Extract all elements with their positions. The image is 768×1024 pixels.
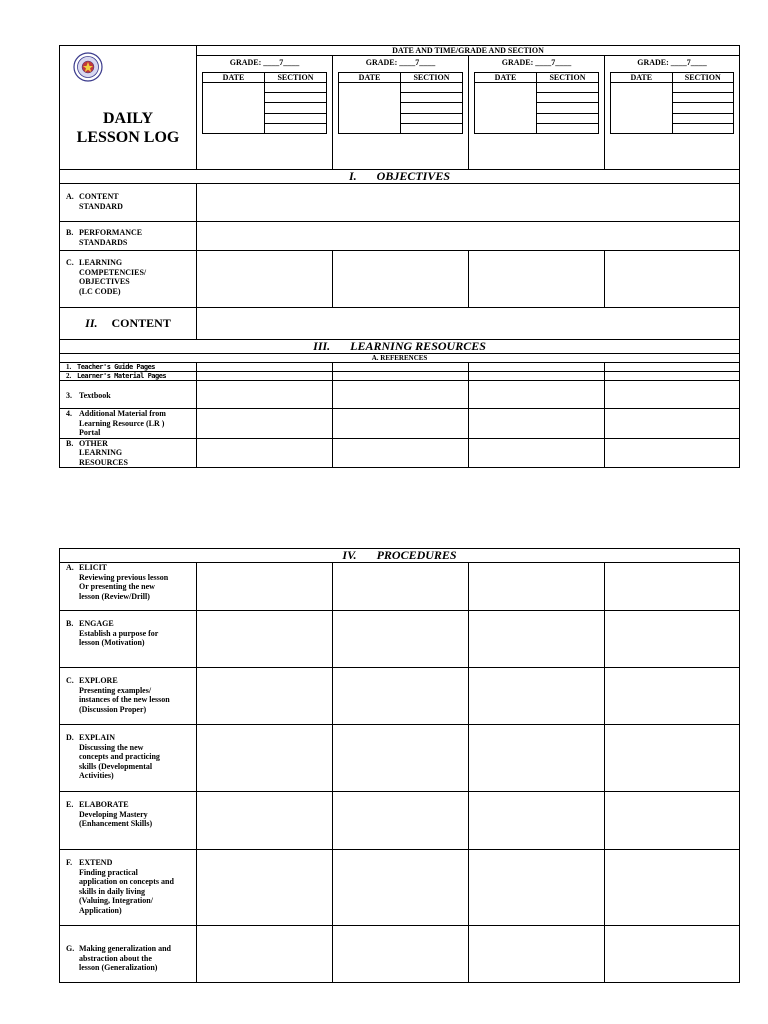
date-section-table <box>338 72 463 135</box>
elaborate-field-2[interactable] <box>333 792 469 850</box>
grade-block-3 <box>469 56 605 170</box>
explain-field-4[interactable] <box>605 725 740 792</box>
engage-field-2[interactable] <box>333 611 469 668</box>
explore-field-1[interactable] <box>197 668 333 725</box>
section-col-header: SECTION <box>265 72 327 83</box>
section-entry[interactable] <box>265 93 327 103</box>
section-col-header: SECTION <box>672 72 734 83</box>
additional-material-field-2[interactable] <box>333 409 469 439</box>
objectives-numeral: I. <box>349 169 357 183</box>
resources-numeral: III. <box>313 339 331 353</box>
learners-material-field-4[interactable] <box>605 372 740 381</box>
section-entry[interactable] <box>537 93 599 103</box>
date-entry-cell[interactable] <box>475 83 537 134</box>
objectives-title: OBJECTIVES <box>376 169 451 183</box>
section-entry[interactable] <box>537 123 599 133</box>
procedures-title: PROCEDURES <box>376 548 457 562</box>
learning-competencies-label: C. LEARNING COMPETENCIES/ OBJECTIVES (LC CODE) <box>60 251 197 308</box>
other-resources-field-4[interactable] <box>605 438 740 468</box>
content-heading <box>60 308 197 340</box>
section-entry[interactable] <box>401 83 463 93</box>
procedure-extend-label: F. EXTEND Finding practical application on concepts and skills in daily living (Valuing, Integration/ Application) <box>60 850 197 926</box>
section-entry[interactable] <box>537 103 599 113</box>
additional-material-field-3[interactable] <box>469 409 605 439</box>
resources-title: LEARNING RESOURCES <box>350 339 486 353</box>
grade-label: GRADE: ____7____ <box>501 58 572 67</box>
date-section-table <box>202 72 327 135</box>
elicit-field-3[interactable] <box>469 563 605 611</box>
elicit-field-2[interactable] <box>333 563 469 611</box>
date-entry-cell[interactable] <box>203 83 265 134</box>
procedure-generalization-label: G. Making generalization and abstraction about the lesson (Generalization) <box>60 926 197 983</box>
objectives-heading <box>60 170 740 184</box>
learners-material-field-1[interactable] <box>197 372 333 381</box>
elaborate-field-1[interactable] <box>197 792 333 850</box>
extend-field-3[interactable] <box>469 850 605 926</box>
teachers-guide-field-4[interactable] <box>605 363 740 372</box>
performance-standards-label: B. PERFORMANCE STANDARDS <box>60 222 197 251</box>
date-col-header: DATE <box>611 72 673 83</box>
teachers-guide-label: 1. Teacher's Guide Pages <box>60 363 197 372</box>
explain-field-2[interactable] <box>333 725 469 792</box>
section-entry[interactable] <box>537 113 599 123</box>
section-entry[interactable] <box>672 93 734 103</box>
other-resources-field-3[interactable] <box>469 438 605 468</box>
competencies-field-3[interactable] <box>469 251 605 308</box>
textbook-field-3[interactable] <box>469 381 605 409</box>
other-resources-label: B. OTHER LEARNING RESOURCES <box>60 438 197 468</box>
section-entry[interactable] <box>672 113 734 123</box>
section-col-header: SECTION <box>537 72 599 83</box>
procedure-explore-label: C. EXPLORE Presenting examples/ instances of the new lesson (Discussion Proper) <box>60 668 197 725</box>
date-section-table <box>474 72 599 135</box>
grade-label: GRADE: ____7____ <box>637 58 707 67</box>
section-entry[interactable] <box>265 113 327 123</box>
extend-field-2[interactable] <box>333 850 469 926</box>
procedure-elicit-label: A. ELICIT Reviewing previous lesson Or presenting the new lesson (Review/Drill) <box>60 563 197 611</box>
grade-label: GRADE: ____7____ <box>365 58 436 67</box>
procedures-heading <box>60 549 740 563</box>
explore-field-3[interactable] <box>469 668 605 725</box>
teachers-guide-field-1[interactable] <box>197 363 333 372</box>
title-line-2: LESSON LOG <box>76 128 180 146</box>
performance-standards-field[interactable] <box>197 222 740 251</box>
procedures-numeral: IV. <box>342 548 357 562</box>
date-section-table <box>610 72 734 135</box>
generalization-field-1[interactable] <box>197 926 333 983</box>
textbook-field-2[interactable] <box>333 381 469 409</box>
title-cell <box>60 46 197 170</box>
elicit-field-4[interactable] <box>605 563 740 611</box>
additional-material-field-1[interactable] <box>197 409 333 439</box>
explain-field-1[interactable] <box>197 725 333 792</box>
references-subheading: A. REFERENCES <box>60 354 740 363</box>
section-entry[interactable] <box>672 83 734 93</box>
additional-material-field-4[interactable] <box>605 409 740 439</box>
section-entry[interactable] <box>401 93 463 103</box>
section-entry[interactable] <box>265 103 327 113</box>
engage-field-4[interactable] <box>605 611 740 668</box>
content-standard-label: A. CONTENT STANDARD <box>60 184 197 222</box>
date-entry-cell[interactable] <box>611 83 673 134</box>
elicit-field-1[interactable] <box>197 563 333 611</box>
learners-material-field-2[interactable] <box>333 372 469 381</box>
content-numeral: II. <box>85 316 98 330</box>
engage-field-1[interactable] <box>197 611 333 668</box>
learning-resources-heading <box>60 340 740 354</box>
section-entry[interactable] <box>265 123 327 133</box>
generalization-field-2[interactable] <box>333 926 469 983</box>
date-col-header: DATE <box>339 72 401 83</box>
extend-field-1[interactable] <box>197 850 333 926</box>
learners-material-field-3[interactable] <box>469 372 605 381</box>
section-entry[interactable] <box>401 123 463 133</box>
competencies-field-2[interactable] <box>333 251 469 308</box>
procedures-table <box>59 548 740 983</box>
section-entry[interactable] <box>401 113 463 123</box>
grade-block-2 <box>333 56 469 170</box>
date-entry-cell[interactable] <box>339 83 401 134</box>
procedure-explain-label: D. EXPLAIN Discussing the new concepts and practicing skills (Developmental Activities) <box>60 725 197 792</box>
procedure-elaborate-label: E. ELABORATE Developing Mastery (Enhancement Skills) <box>60 792 197 850</box>
elaborate-field-3[interactable] <box>469 792 605 850</box>
section-entry[interactable] <box>401 103 463 113</box>
competencies-field-1[interactable] <box>197 251 333 308</box>
section-entry[interactable] <box>672 103 734 113</box>
section-entry[interactable] <box>265 83 327 93</box>
textbook-label: 3. Textbook <box>60 381 197 409</box>
explore-field-2[interactable] <box>333 668 469 725</box>
other-resources-field-2[interactable] <box>333 438 469 468</box>
additional-material-label: 4. Additional Material from Learning Resource (LR ) Portal <box>60 409 197 439</box>
date-col-header: DATE <box>203 72 265 83</box>
teachers-guide-field-3[interactable] <box>469 363 605 372</box>
extend-field-4[interactable] <box>605 850 740 926</box>
elaborate-field-4[interactable] <box>605 792 740 850</box>
date-time-heading: DATE AND TIME/GRADE AND SECTION <box>197 46 740 56</box>
explore-field-4[interactable] <box>605 668 740 725</box>
title-line-1: DAILY <box>102 109 154 127</box>
grade-block-4 <box>605 56 740 170</box>
content-standard-field[interactable] <box>197 184 740 222</box>
generalization-field-3[interactable] <box>469 926 605 983</box>
procedure-engage-label: B. ENGAGE Establish a purpose for lesson (Motivation) <box>60 611 197 668</box>
other-resources-field-1[interactable] <box>197 438 333 468</box>
grade-block-1 <box>197 56 333 170</box>
textbook-field-4[interactable] <box>605 381 740 409</box>
generalization-field-4[interactable] <box>605 926 740 983</box>
learners-material-label: 2. Learner's Material Pages <box>60 372 197 381</box>
section-entry[interactable] <box>672 123 734 133</box>
content-field[interactable] <box>197 308 740 340</box>
textbook-field-1[interactable] <box>197 381 333 409</box>
content-title: CONTENT <box>111 316 171 330</box>
engage-field-3[interactable] <box>469 611 605 668</box>
competencies-field-4[interactable] <box>605 251 740 308</box>
grade-label: GRADE: ____7____ <box>229 58 300 67</box>
date-col-header: DATE <box>475 72 537 83</box>
lesson-log-table-top <box>59 45 740 468</box>
section-col-header: SECTION <box>401 72 463 83</box>
section-entry[interactable] <box>537 83 599 93</box>
teachers-guide-field-2[interactable] <box>333 363 469 372</box>
explain-field-3[interactable] <box>469 725 605 792</box>
